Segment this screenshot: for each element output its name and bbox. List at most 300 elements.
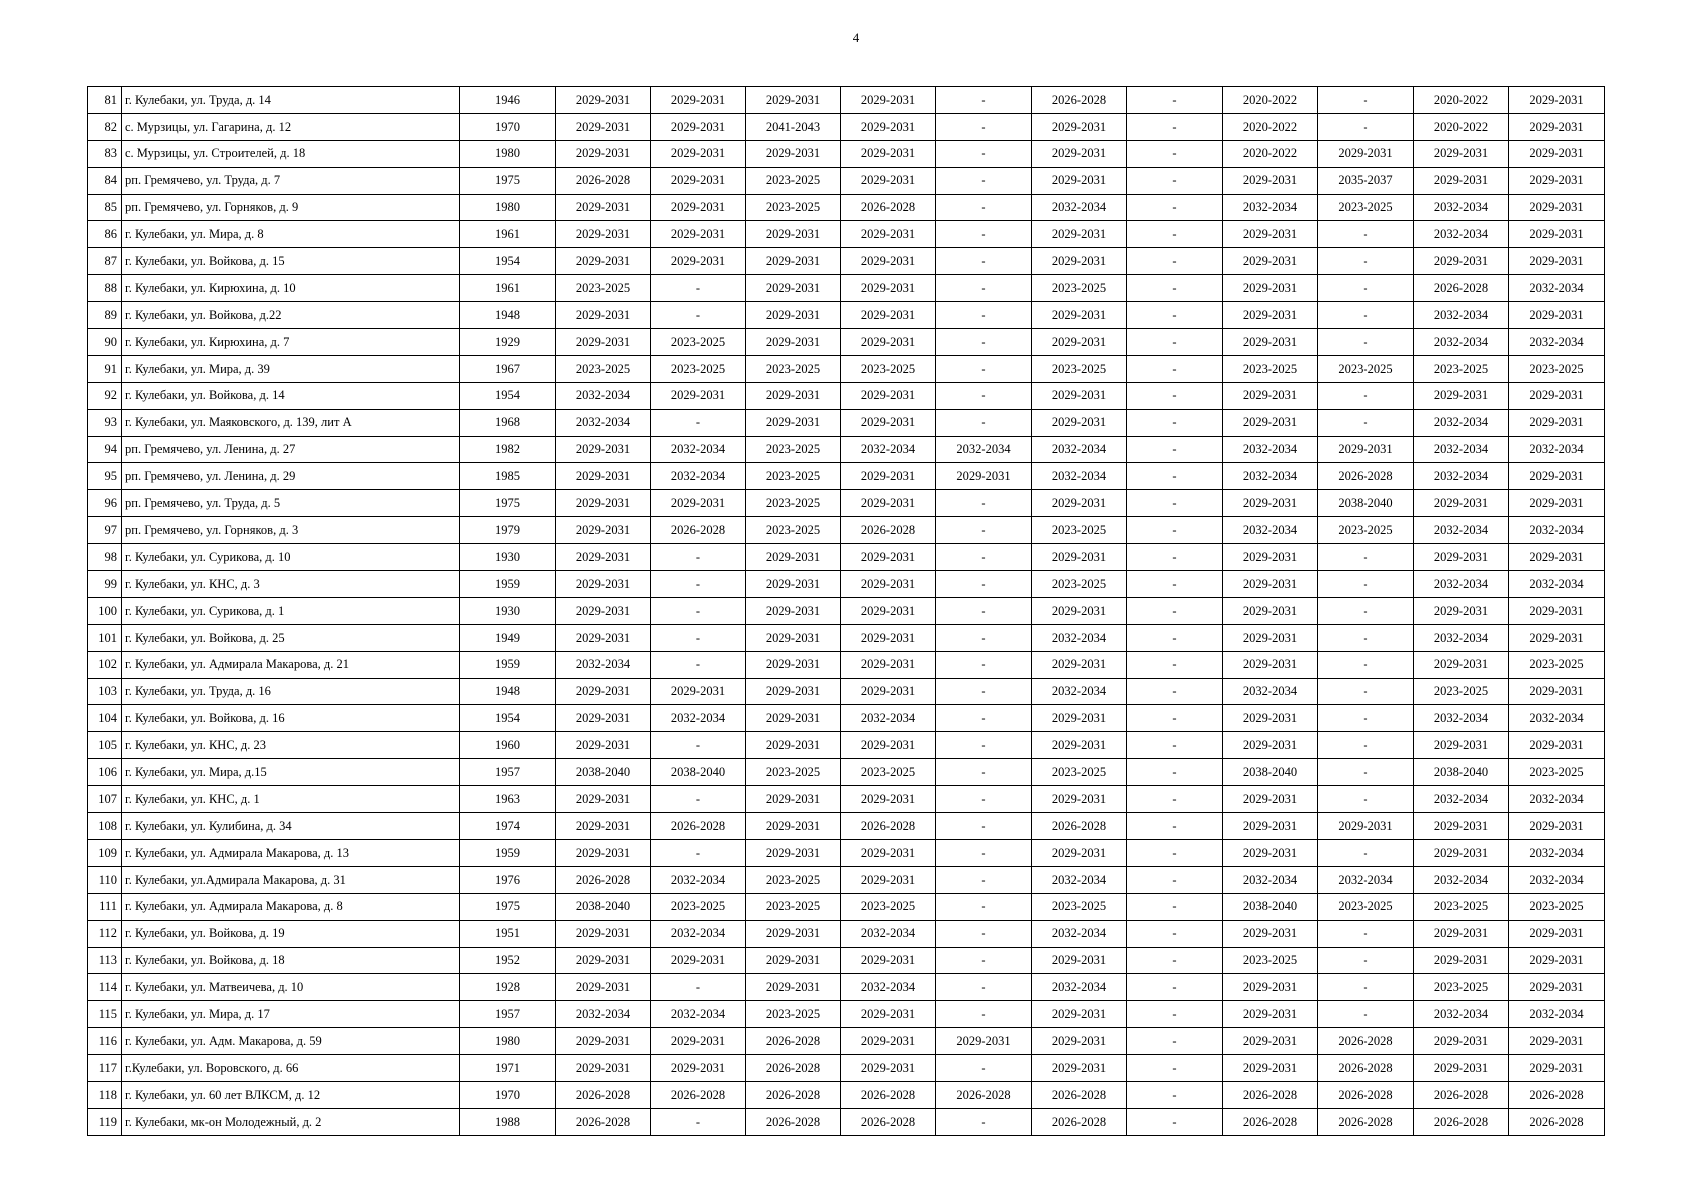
period-cell: - xyxy=(1127,113,1223,140)
period-cell: 2032-2034 xyxy=(1223,678,1318,705)
row-number-cell: 100 xyxy=(88,597,122,624)
period-cell: - xyxy=(936,167,1032,194)
period-cell: 2029-2031 xyxy=(841,302,936,329)
year-built-cell: 1957 xyxy=(460,759,556,786)
period-cell: 2020-2022 xyxy=(1223,113,1318,140)
period-cell: 2023-2025 xyxy=(841,759,936,786)
period-cell: 2029-2031 xyxy=(1032,651,1127,678)
period-cell: - xyxy=(936,194,1032,221)
period-cell: - xyxy=(936,678,1032,705)
period-cell: 2029-2031 xyxy=(841,866,936,893)
period-cell: - xyxy=(1127,974,1223,1001)
period-cell: 2029-2031 xyxy=(651,1055,746,1082)
period-cell: 2029-2031 xyxy=(1223,490,1318,517)
period-cell: 2029-2031 xyxy=(1223,275,1318,302)
period-cell: 2026-2028 xyxy=(651,813,746,840)
year-built-cell: 1988 xyxy=(460,1108,556,1135)
period-cell: - xyxy=(651,544,746,571)
period-cell: 2029-2031 xyxy=(1509,463,1605,490)
period-cell: 2026-2028 xyxy=(841,813,936,840)
period-cell: 2023-2025 xyxy=(1032,893,1127,920)
period-cell: 2026-2028 xyxy=(746,1055,841,1082)
period-cell: 2029-2031 xyxy=(1509,409,1605,436)
period-cell: 2032-2034 xyxy=(1509,786,1605,813)
period-cell: 2029-2031 xyxy=(1318,813,1414,840)
table-row xyxy=(88,813,1605,840)
row-number-cell: 81 xyxy=(88,87,122,114)
period-cell: - xyxy=(1127,329,1223,356)
period-cell: 2032-2034 xyxy=(1414,329,1509,356)
period-cell: 2032-2034 xyxy=(1032,678,1127,705)
period-cell: 2029-2031 xyxy=(1223,409,1318,436)
period-cell: 2029-2031 xyxy=(1223,624,1318,651)
period-cell: - xyxy=(1127,678,1223,705)
period-cell: 2029-2031 xyxy=(1414,947,1509,974)
period-cell: - xyxy=(936,517,1032,544)
period-cell: - xyxy=(936,571,1032,598)
period-cell: - xyxy=(936,382,1032,409)
period-cell: 2029-2031 xyxy=(841,490,936,517)
year-built-cell: 1954 xyxy=(460,705,556,732)
period-cell: 2029-2031 xyxy=(1509,624,1605,651)
period-cell: - xyxy=(936,759,1032,786)
period-cell: 2029-2031 xyxy=(1223,651,1318,678)
period-cell: - xyxy=(936,597,1032,624)
table-row xyxy=(88,974,1605,1001)
period-cell: 2032-2034 xyxy=(651,866,746,893)
table-row xyxy=(88,651,1605,678)
address-cell: г. Кулебаки, ул. Сурикова, д. 1 xyxy=(122,597,460,624)
period-cell: 2026-2028 xyxy=(1318,1108,1414,1135)
period-cell: - xyxy=(936,1055,1032,1082)
address-cell: г. Кулебаки, ул. Адмирала Макарова, д. 21 xyxy=(122,651,460,678)
period-cell: 2029-2031 xyxy=(1223,920,1318,947)
period-cell: 2038-2040 xyxy=(1223,759,1318,786)
table-row xyxy=(88,947,1605,974)
period-cell: 2029-2031 xyxy=(1509,920,1605,947)
address-cell: с. Мурзицы, ул. Строителей, д. 18 xyxy=(122,140,460,167)
row-number-cell: 91 xyxy=(88,355,122,382)
year-built-cell: 1952 xyxy=(460,947,556,974)
period-cell: 2032-2034 xyxy=(1414,571,1509,598)
address-cell: г. Кулебаки, ул. Труда, д. 14 xyxy=(122,87,460,114)
period-cell: 2029-2031 xyxy=(1509,1055,1605,1082)
period-cell: - xyxy=(1318,113,1414,140)
period-cell: - xyxy=(651,624,746,651)
period-cell: - xyxy=(1127,463,1223,490)
address-cell: г. Кулебаки, ул. Войкова, д. 25 xyxy=(122,624,460,651)
period-cell: - xyxy=(936,1001,1032,1028)
period-cell: 2029-2031 xyxy=(556,517,651,544)
period-cell: - xyxy=(1127,382,1223,409)
period-cell: 2023-2025 xyxy=(746,866,841,893)
year-built-cell: 1976 xyxy=(460,866,556,893)
year-built-cell: 1961 xyxy=(460,221,556,248)
period-cell: 2029-2031 xyxy=(841,678,936,705)
period-cell: 2029-2031 xyxy=(1032,167,1127,194)
row-number-cell: 116 xyxy=(88,1028,122,1055)
address-cell: г. Кулебаки, ул. Войкова, д. 14 xyxy=(122,382,460,409)
period-cell: 2032-2034 xyxy=(556,1001,651,1028)
period-cell: 2029-2031 xyxy=(1223,544,1318,571)
period-cell: - xyxy=(1318,786,1414,813)
period-cell: 2029-2031 xyxy=(1223,302,1318,329)
period-cell: 2023-2025 xyxy=(1509,893,1605,920)
period-cell: 2026-2028 xyxy=(1223,1108,1318,1135)
table-row xyxy=(88,221,1605,248)
period-cell: 2029-2031 xyxy=(556,597,651,624)
period-cell: 2026-2028 xyxy=(841,1108,936,1135)
period-cell: 2023-2025 xyxy=(1032,571,1127,598)
row-number-cell: 85 xyxy=(88,194,122,221)
period-cell: 2029-2031 xyxy=(1032,140,1127,167)
year-built-cell: 1961 xyxy=(460,275,556,302)
table-row xyxy=(88,866,1605,893)
row-number-cell: 110 xyxy=(88,866,122,893)
period-cell: 2029-2031 xyxy=(651,87,746,114)
period-cell: 2029-2031 xyxy=(556,302,651,329)
period-cell: 2023-2025 xyxy=(1318,355,1414,382)
period-cell: 2029-2031 xyxy=(651,490,746,517)
period-cell: 2023-2025 xyxy=(746,463,841,490)
period-cell: - xyxy=(651,275,746,302)
period-cell: - xyxy=(1127,651,1223,678)
period-cell: 2041-2043 xyxy=(746,113,841,140)
period-cell: 2029-2031 xyxy=(1509,813,1605,840)
period-cell: 2029-2031 xyxy=(1223,839,1318,866)
period-cell: 2029-2031 xyxy=(1414,1028,1509,1055)
period-cell: 2029-2031 xyxy=(746,947,841,974)
period-cell: - xyxy=(1127,1108,1223,1135)
year-built-cell: 1980 xyxy=(460,1028,556,1055)
period-cell: 2029-2031 xyxy=(841,786,936,813)
table-row xyxy=(88,786,1605,813)
period-cell: 2032-2034 xyxy=(1414,517,1509,544)
period-cell: 2026-2028 xyxy=(651,1081,746,1108)
period-cell: 2029-2031 xyxy=(1223,813,1318,840)
period-cell: - xyxy=(1127,893,1223,920)
period-cell: 2029-2031 xyxy=(556,839,651,866)
period-cell: - xyxy=(1127,1001,1223,1028)
table-row xyxy=(88,436,1605,463)
period-cell: 2029-2031 xyxy=(1032,113,1127,140)
row-number-cell: 117 xyxy=(88,1055,122,1082)
period-cell: 2029-2031 xyxy=(746,705,841,732)
row-number-cell: 88 xyxy=(88,275,122,302)
period-cell: 2029-2031 xyxy=(556,947,651,974)
address-cell: г. Кулебаки, ул. Адмирала Макарова, д. 8 xyxy=(122,893,460,920)
period-cell: - xyxy=(1318,678,1414,705)
period-cell: 2029-2031 xyxy=(1509,597,1605,624)
period-cell: 2029-2031 xyxy=(1223,732,1318,759)
period-cell: 2029-2031 xyxy=(1032,732,1127,759)
address-cell: с. Мурзицы, ул. Гагарина, д. 12 xyxy=(122,113,460,140)
period-cell: 2029-2031 xyxy=(1223,571,1318,598)
row-number-cell: 89 xyxy=(88,302,122,329)
period-cell: 2032-2034 xyxy=(1414,624,1509,651)
year-built-cell: 1982 xyxy=(460,436,556,463)
period-cell: 2038-2040 xyxy=(1414,759,1509,786)
period-cell: 2023-2025 xyxy=(1032,517,1127,544)
period-cell: 2023-2025 xyxy=(1509,651,1605,678)
period-cell: 2032-2034 xyxy=(1032,920,1127,947)
period-cell: - xyxy=(1318,705,1414,732)
table-row xyxy=(88,705,1605,732)
period-cell: 2032-2034 xyxy=(841,974,936,1001)
period-cell: 2023-2025 xyxy=(556,355,651,382)
period-cell: 2029-2031 xyxy=(651,140,746,167)
row-number-cell: 105 xyxy=(88,732,122,759)
row-number-cell: 84 xyxy=(88,167,122,194)
row-number-cell: 108 xyxy=(88,813,122,840)
period-cell: 2029-2031 xyxy=(1509,974,1605,1001)
address-cell: г. Кулебаки, ул. 60 лет ВЛКСМ, д. 12 xyxy=(122,1081,460,1108)
period-cell: 2023-2025 xyxy=(1032,759,1127,786)
period-cell: 2023-2025 xyxy=(1414,355,1509,382)
period-cell: 2029-2031 xyxy=(556,920,651,947)
year-built-cell: 1971 xyxy=(460,1055,556,1082)
table-row xyxy=(88,1108,1605,1135)
period-cell: 2023-2025 xyxy=(746,1001,841,1028)
period-cell: - xyxy=(1318,651,1414,678)
address-cell: г. Кулебаки, ул. Мира, д.15 xyxy=(122,759,460,786)
period-cell: - xyxy=(1127,947,1223,974)
table-row xyxy=(88,248,1605,275)
period-cell: 2029-2031 xyxy=(556,813,651,840)
period-cell: - xyxy=(936,302,1032,329)
period-cell: 2029-2031 xyxy=(1032,248,1127,275)
table-body xyxy=(88,87,1605,1136)
row-number-cell: 119 xyxy=(88,1108,122,1135)
period-cell: 2029-2031 xyxy=(556,87,651,114)
period-cell: 2029-2031 xyxy=(841,140,936,167)
table-row xyxy=(88,732,1605,759)
period-cell: 2029-2031 xyxy=(746,839,841,866)
period-cell: 2029-2031 xyxy=(556,678,651,705)
period-cell: - xyxy=(1127,597,1223,624)
period-cell: 2023-2025 xyxy=(841,355,936,382)
period-cell: - xyxy=(1127,786,1223,813)
period-cell: 2029-2031 xyxy=(841,651,936,678)
period-cell: 2029-2031 xyxy=(556,786,651,813)
row-number-cell: 118 xyxy=(88,1081,122,1108)
table-row xyxy=(88,409,1605,436)
period-cell: 2029-2031 xyxy=(841,544,936,571)
period-cell: - xyxy=(936,87,1032,114)
row-number-cell: 96 xyxy=(88,490,122,517)
period-cell: 2029-2031 xyxy=(746,221,841,248)
address-cell: г. Кулебаки, ул. Войкова, д. 19 xyxy=(122,920,460,947)
period-cell: 2029-2031 xyxy=(1223,167,1318,194)
period-cell: 2029-2031 xyxy=(1223,974,1318,1001)
period-cell: - xyxy=(1127,409,1223,436)
period-cell: 2029-2031 xyxy=(841,382,936,409)
period-cell: - xyxy=(1318,248,1414,275)
address-cell: г. Кулебаки, ул. КНС, д. 23 xyxy=(122,732,460,759)
period-cell: 2029-2031 xyxy=(1032,382,1127,409)
period-cell: - xyxy=(936,355,1032,382)
period-cell: - xyxy=(651,786,746,813)
period-cell: - xyxy=(1318,624,1414,651)
period-cell: 2029-2031 xyxy=(1509,167,1605,194)
period-cell: 2032-2034 xyxy=(1414,221,1509,248)
period-cell: 2029-2031 xyxy=(746,544,841,571)
period-cell: 2029-2031 xyxy=(556,140,651,167)
period-cell: 2032-2034 xyxy=(651,705,746,732)
year-built-cell: 1951 xyxy=(460,920,556,947)
period-cell: 2029-2031 xyxy=(1032,839,1127,866)
address-cell: рп. Гремячево, ул. Горняков, д. 3 xyxy=(122,517,460,544)
period-cell: 2023-2025 xyxy=(746,194,841,221)
period-cell: 2032-2034 xyxy=(651,1001,746,1028)
period-cell: 2026-2028 xyxy=(841,1081,936,1108)
period-cell: - xyxy=(936,275,1032,302)
table-row xyxy=(88,517,1605,544)
period-cell: - xyxy=(936,140,1032,167)
table-row xyxy=(88,920,1605,947)
period-cell: - xyxy=(1318,544,1414,571)
period-cell: 2029-2031 xyxy=(1414,920,1509,947)
period-cell: - xyxy=(936,113,1032,140)
period-cell: 2029-2031 xyxy=(1032,329,1127,356)
period-cell: 2029-2031 xyxy=(746,813,841,840)
address-cell: г. Кулебаки, ул.Адмирала Макарова, д. 31 xyxy=(122,866,460,893)
period-cell: 2020-2022 xyxy=(1414,113,1509,140)
period-cell: 2038-2040 xyxy=(1223,893,1318,920)
year-built-cell: 1979 xyxy=(460,517,556,544)
period-cell: 2029-2031 xyxy=(1509,248,1605,275)
year-built-cell: 1959 xyxy=(460,839,556,866)
period-cell: 2038-2040 xyxy=(651,759,746,786)
year-built-cell: 1975 xyxy=(460,167,556,194)
period-cell: - xyxy=(936,651,1032,678)
period-cell: 2023-2025 xyxy=(1032,275,1127,302)
period-cell: - xyxy=(651,302,746,329)
period-cell: - xyxy=(1318,409,1414,436)
period-cell: 2026-2028 xyxy=(746,1028,841,1055)
period-cell: - xyxy=(1127,355,1223,382)
year-built-cell: 1948 xyxy=(460,678,556,705)
address-cell: рп. Гремячево, ул. Ленина, д. 29 xyxy=(122,463,460,490)
period-cell: 2029-2031 xyxy=(746,920,841,947)
period-cell: - xyxy=(936,947,1032,974)
period-cell: 2029-2031 xyxy=(746,597,841,624)
period-cell: - xyxy=(651,839,746,866)
period-cell: 2029-2031 xyxy=(1509,947,1605,974)
row-number-cell: 103 xyxy=(88,678,122,705)
period-cell: 2029-2031 xyxy=(746,678,841,705)
period-cell: 2032-2034 xyxy=(1509,866,1605,893)
row-number-cell: 106 xyxy=(88,759,122,786)
period-cell: 2029-2031 xyxy=(746,571,841,598)
period-cell: - xyxy=(1318,947,1414,974)
year-built-cell: 1970 xyxy=(460,113,556,140)
period-cell: - xyxy=(936,866,1032,893)
period-cell: 2038-2040 xyxy=(556,759,651,786)
period-cell: 2026-2028 xyxy=(651,517,746,544)
period-cell: - xyxy=(651,597,746,624)
row-number-cell: 115 xyxy=(88,1001,122,1028)
year-built-cell: 1970 xyxy=(460,1081,556,1108)
year-built-cell: 1957 xyxy=(460,1001,556,1028)
period-cell: 2029-2031 xyxy=(841,839,936,866)
address-cell: г. Кулебаки, ул. Маяковского, д. 139, лит А xyxy=(122,409,460,436)
period-cell: 2032-2034 xyxy=(1414,463,1509,490)
period-cell: 2029-2031 xyxy=(556,974,651,1001)
period-cell: - xyxy=(936,329,1032,356)
address-cell: г. Кулебаки, ул. Войкова, д. 16 xyxy=(122,705,460,732)
period-cell: - xyxy=(1127,275,1223,302)
address-cell: г.Кулебаки, ул. Воровского, д. 66 xyxy=(122,1055,460,1082)
period-cell: 2023-2025 xyxy=(746,436,841,463)
period-cell: 2029-2031 xyxy=(841,275,936,302)
period-cell: 2032-2034 xyxy=(1223,463,1318,490)
row-number-cell: 92 xyxy=(88,382,122,409)
period-cell: - xyxy=(1127,1028,1223,1055)
period-cell: 2029-2031 xyxy=(556,705,651,732)
period-cell: 2032-2034 xyxy=(1509,275,1605,302)
period-cell: 2029-2031 xyxy=(1509,382,1605,409)
period-cell: 2029-2031 xyxy=(1032,947,1127,974)
address-cell: рп. Гремячево, ул. Труда, д. 5 xyxy=(122,490,460,517)
period-cell: 2023-2025 xyxy=(746,355,841,382)
period-cell: 2020-2022 xyxy=(1414,87,1509,114)
period-cell: - xyxy=(1127,1055,1223,1082)
period-cell: 2029-2031 xyxy=(1509,544,1605,571)
period-cell: 2023-2025 xyxy=(746,167,841,194)
table-row xyxy=(88,463,1605,490)
period-cell: - xyxy=(651,409,746,436)
period-cell: 2032-2034 xyxy=(1223,517,1318,544)
period-cell: 2029-2031 xyxy=(936,463,1032,490)
period-cell: 2029-2031 xyxy=(841,248,936,275)
period-cell: - xyxy=(1318,597,1414,624)
period-cell: 2026-2028 xyxy=(1318,1028,1414,1055)
year-built-cell: 1980 xyxy=(460,140,556,167)
period-cell: - xyxy=(1127,1081,1223,1108)
period-cell: 2026-2028 xyxy=(1318,1055,1414,1082)
year-built-cell: 1930 xyxy=(460,544,556,571)
year-built-cell: 1963 xyxy=(460,786,556,813)
period-cell: 2026-2028 xyxy=(1318,1081,1414,1108)
period-cell: - xyxy=(1318,1001,1414,1028)
period-cell: 2029-2031 xyxy=(746,974,841,1001)
period-cell: 2029-2031 xyxy=(1414,490,1509,517)
period-cell: 2026-2028 xyxy=(841,517,936,544)
period-cell: - xyxy=(1318,839,1414,866)
table-row xyxy=(88,1001,1605,1028)
period-cell: 2029-2031 xyxy=(746,248,841,275)
period-cell: - xyxy=(936,732,1032,759)
period-cell: 2029-2031 xyxy=(1414,839,1509,866)
period-cell: - xyxy=(1127,517,1223,544)
period-cell: 2029-2031 xyxy=(1223,1055,1318,1082)
period-cell: 2029-2031 xyxy=(746,409,841,436)
year-built-cell: 1959 xyxy=(460,651,556,678)
period-cell: 2032-2034 xyxy=(651,436,746,463)
period-cell: 2023-2025 xyxy=(1509,355,1605,382)
period-cell: 2029-2031 xyxy=(556,1055,651,1082)
period-cell: - xyxy=(651,651,746,678)
year-built-cell: 1949 xyxy=(460,624,556,651)
table-row xyxy=(88,275,1605,302)
period-cell: - xyxy=(936,409,1032,436)
period-cell: 2029-2031 xyxy=(1223,329,1318,356)
period-cell: 2029-2031 xyxy=(1223,221,1318,248)
period-cell: 2032-2034 xyxy=(1223,866,1318,893)
period-cell: - xyxy=(651,571,746,598)
period-cell: 2023-2025 xyxy=(1509,759,1605,786)
